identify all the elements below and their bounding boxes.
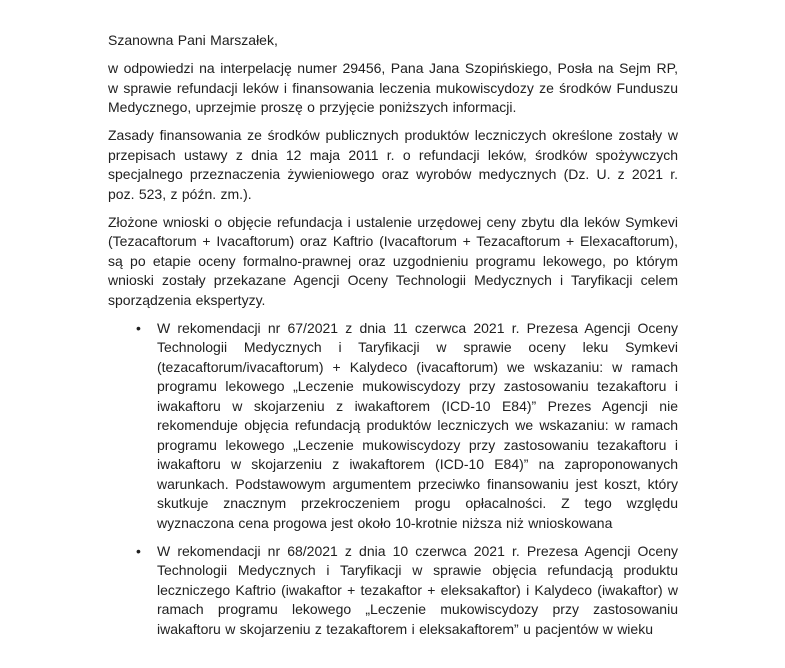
- recommendation-list: [108, 319, 678, 640]
- paragraph-legal-basis: Zasady finansowania ze środków publicznych produktów leczniczych określone zostały w przepisach ustawy z dnia 12 maja 2011 r. o refundacji leków, środków spożywczych specjalnego przeznaczenia żywieniowego oraz wyrobów medycznych (Dz. U. z 2021 r. poz. 523, z późn. zm.).: [108, 127, 678, 202]
- recommendation-item-67-2021: • W rekomendacji nr 67/2021 z dnia 11 czerwca 2021 r. Prezesa Agencji Oceny Technologii Medycznych i Taryfikacji w sprawie oceny leku Symkevi (tezacaftorum/ivacaftorum) + Kalydeco (ivacaftorum) we wskazaniu: w ramach programu lekowego „Leczenie mukowiscydozy przy zastosowaniu tezakaftoru i iwakaftoru w skojarzeniu z iwakaftorem (ICD-10 E84)” Prezes Agencji nie rekomenduje objęcia refundacją produktów leczniczych we wskazaniu: w ramach programu lekowego „Leczenie mukowiscydozy przy zastosowaniu tezakaftoru i iwakaftoru w skojarzeniu z iwakaftorem (ICD-10 E84)” na zaproponowanych warunkach. Podstawowym argumentem przeciwko finansowaniu jest koszt, który skutkuje znacznym przekroczeniem progu opłacalności. Z tego względu wyznaczona cena progowa jest około 10-krotnie niższa niż wnioskowana: [108, 319, 678, 534]
- paragraph-interpelacja-intro: w odpowiedzi na interpelację numer 29456, Pana Jana Szopińskiego, Posła na Sejm RP, w sprawie refundacji leków i finansowania leczenia mukowiscydozy ze środków Funduszu Medycznego, uprzejmie proszę o przyjęcie poniższych informacji.: [108, 60, 678, 115]
- recommendation-item-68-2021: • W rekomendacji nr 68/2021 z dnia 10 czerwca 2021 r. Prezesa Agencji Oceny Technologii Medycznych i Taryfikacji w sprawie objęcia refundacją produktu leczniczego Kaftrio (iwakaftor + tezakaftor + eleksakaftor) i Kalydeco (iwakaftor) w ramach programu lekowego „Leczenie mukowiscydozy przy zastosowaniu iwakaftoru w skojarzeniu z tezakaftorem i eleksakaftorem” u pacjentów w wieku: [108, 542, 678, 640]
- salutation: Szanowna Pani Marszałek,: [108, 32, 278, 48]
- paragraph-submitted-applications: Złożone wnioski o objęcie refundacja i ustalenie urzędowej ceny zbytu dla leków Symkevi (Tezacaftorum + Ivacaftorum) oraz Kaftrio (Ivacaftorum + Tezacaftorum + Elexacaftorum), są po etapie oceny formalno-prawnej oraz uzgodnieniu programu lekowego, po którym wnioski zostały przekazane Agencji Oceny Technologii Medycznych i Taryfikacji celem sporządzenia ekspertyzy.: [108, 213, 678, 308]
